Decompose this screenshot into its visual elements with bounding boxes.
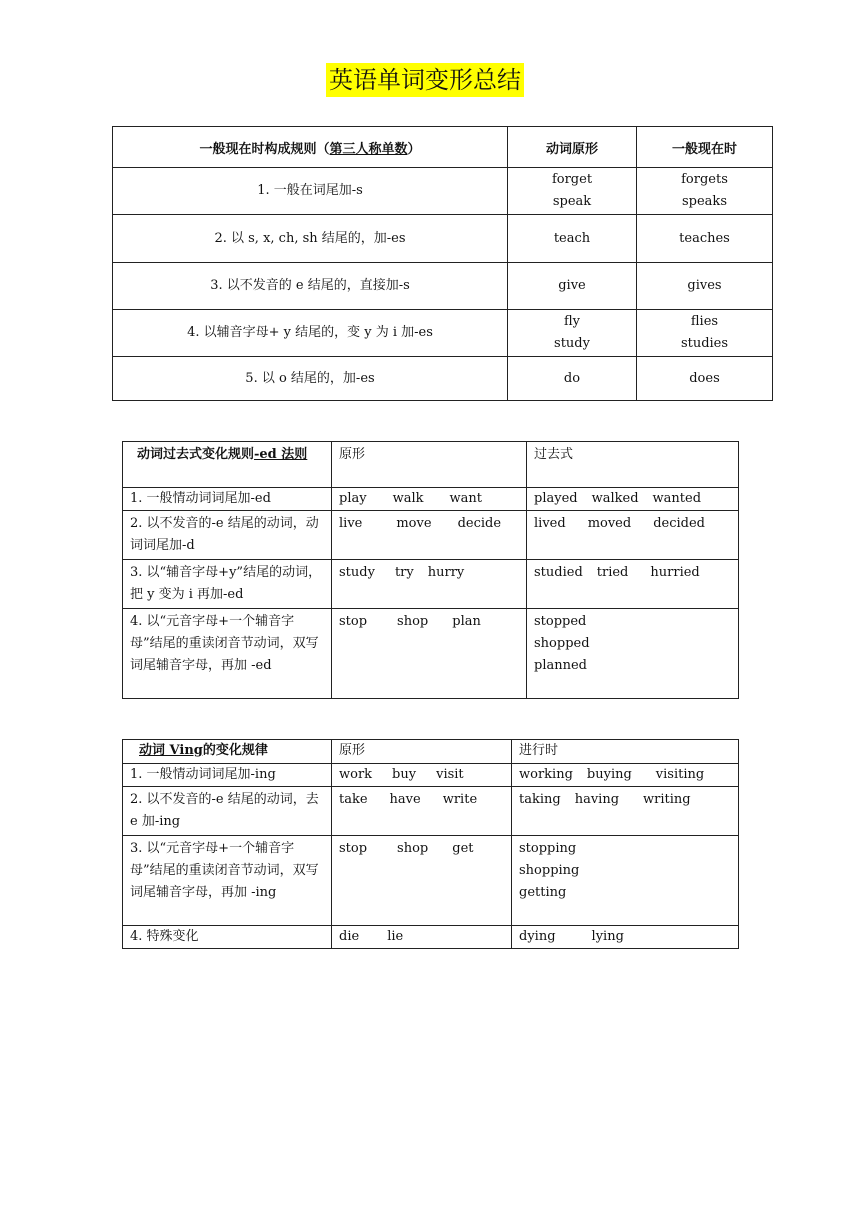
form-word: having [574, 792, 620, 807]
form-word: visiting [655, 767, 705, 782]
form-word: shopped [534, 636, 590, 651]
base-cell [332, 926, 512, 949]
base-word: forget [551, 172, 593, 187]
form-cell [637, 310, 773, 357]
form-word: writing [643, 792, 691, 807]
header-rule [113, 127, 508, 168]
rule-cell: 4. 特殊变化 [123, 926, 332, 949]
form-word: speaks [682, 194, 727, 209]
base-word: shop [397, 614, 429, 629]
base-word: play [339, 491, 367, 506]
table-header-row [123, 442, 739, 488]
form-word: forgets [681, 172, 728, 187]
form-word: lying [591, 929, 624, 944]
form-word: taking [519, 792, 561, 807]
table-row [123, 926, 739, 949]
rule-cell: 1. 一般情动词词尾加-ed [123, 488, 332, 511]
form-cell: teaches [637, 215, 773, 263]
form-cell [512, 836, 739, 926]
table-row [123, 560, 739, 609]
header-rule-text: 动词过去式变化规则 [137, 447, 255, 462]
base-cell [508, 168, 637, 215]
header-rule-underlined: -ed 法则 [254, 447, 308, 462]
base-word: get [452, 841, 474, 856]
form-word: working [519, 767, 573, 782]
table-row [123, 836, 739, 926]
rule-cell: 4. 以辅音字母+ y 结尾的，变 y 为 i 加-es [113, 310, 508, 357]
form-cell [512, 787, 739, 836]
base-word: die [339, 929, 360, 944]
form-cell: does [637, 357, 773, 401]
form-word: studied [534, 565, 583, 580]
form-word: shopping [519, 863, 580, 878]
form-word: dying [519, 929, 556, 944]
table-row [113, 310, 773, 357]
base-word: walk [392, 491, 424, 506]
base-word: fly [563, 314, 580, 329]
base-word: have [389, 792, 421, 807]
base-word: want [449, 491, 482, 506]
header-rule-close: ） [407, 141, 421, 157]
form-word: played [534, 491, 578, 506]
base-cell [332, 787, 512, 836]
form-word: planned [534, 658, 587, 673]
form-word: decided [653, 516, 705, 531]
rule-cell: 5. 以 o 结尾的，加-es [113, 357, 508, 401]
base-word: try [394, 565, 414, 580]
base-cell: give [508, 263, 637, 310]
base-word: speak [552, 194, 592, 209]
rule-cell: 2. 以 s, x, ch, sh 结尾的，加-es [113, 215, 508, 263]
rule-cell: 4. 以“元音字母+一个辅音字母”结尾的重读闭音节动词，双写词尾辅音字母，再加 -ed [123, 609, 332, 699]
form-word: lived [534, 516, 566, 531]
table-header-row [113, 127, 773, 168]
present-tense-table [112, 126, 773, 401]
base-cell: teach [508, 215, 637, 263]
base-word: move [396, 516, 432, 531]
form-word: moved [587, 516, 632, 531]
rule-cell: 2. 以不发音的-e 结尾的动词，去 e 加-ing [123, 787, 332, 836]
base-cell [332, 488, 527, 511]
header-form: 进行时 [512, 740, 739, 764]
page-title: 英语单词变形总结 [326, 63, 524, 97]
base-cell: do [508, 357, 637, 401]
table-row [113, 215, 773, 263]
form-word: wanted [652, 491, 702, 506]
base-word: plan [452, 614, 481, 629]
header-form: 一般现在时 [637, 127, 773, 168]
rule-cell: 3. 以“辅音字母+y”结尾的动词，把 y 变为 i 再加-ed [123, 560, 332, 609]
form-word: flies [690, 314, 719, 329]
table-row [123, 511, 739, 560]
base-word: hurry [427, 565, 465, 580]
form-cell [527, 511, 739, 560]
header-base: 原形 [332, 442, 527, 488]
base-cell [332, 609, 527, 699]
form-word: walked [591, 491, 639, 506]
rule-cell: 1. 一般在词尾加-s [113, 168, 508, 215]
table-row [123, 764, 739, 787]
base-word: write [442, 792, 478, 807]
form-word: tried [596, 565, 629, 580]
header-rule-text: 一般现在时构成规则（ [199, 141, 330, 157]
table-row [123, 609, 739, 699]
base-word: stop [339, 614, 368, 629]
base-cell [332, 560, 527, 609]
base-word: lie [387, 929, 404, 944]
rule-cell: 2. 以不发音的-e 结尾的动词，动词词尾加-d [123, 511, 332, 560]
base-word: live [339, 516, 363, 531]
header-rule [123, 740, 332, 764]
base-cell [332, 511, 527, 560]
form-cell [527, 560, 739, 609]
table-row [113, 357, 773, 401]
base-word: work [339, 767, 373, 782]
form-word: getting [519, 885, 567, 900]
rule-cell: 3. 以不发音的 e 结尾的，直接加-s [113, 263, 508, 310]
header-rule [123, 442, 332, 488]
form-word: stopped [534, 614, 587, 629]
base-cell [508, 310, 637, 357]
form-word: studies [680, 336, 729, 351]
form-cell [512, 926, 739, 949]
base-word: buy [392, 767, 417, 782]
form-cell [527, 488, 739, 511]
table-header-row [123, 740, 739, 764]
base-word: take [339, 792, 368, 807]
base-word: stop [339, 841, 368, 856]
table-row [113, 263, 773, 310]
header-rule-text: 的变化规律 [202, 743, 268, 758]
rule-cell: 3. 以“元音字母+一个辅音字母”结尾的重读闭音节动词，双写词尾辅音字母，再加 -ing [123, 836, 332, 926]
form-cell [637, 168, 773, 215]
base-word: shop [397, 841, 429, 856]
form-word: hurried [650, 565, 700, 580]
base-word: study [339, 565, 375, 580]
form-word: buying [586, 767, 632, 782]
header-base: 原形 [332, 740, 512, 764]
header-rule-underlined: 第三人称单数 [329, 141, 408, 157]
header-form: 过去式 [527, 442, 739, 488]
header-base: 动词原形 [508, 127, 637, 168]
form-cell [527, 609, 739, 699]
base-word: visit [436, 767, 464, 782]
ving-table [122, 739, 739, 949]
base-word: study [554, 336, 590, 351]
table-row [123, 787, 739, 836]
base-word: decide [457, 516, 502, 531]
past-tense-table [122, 441, 739, 699]
base-cell [332, 764, 512, 787]
form-word: stopping [519, 841, 577, 856]
form-cell: gives [637, 263, 773, 310]
table-row [113, 168, 773, 215]
header-rule-underlined: 动词 Ving [139, 743, 203, 758]
rule-cell: 1. 一般情动词词尾加-ing [123, 764, 332, 787]
table-row [123, 488, 739, 511]
base-cell [332, 836, 512, 926]
form-cell [512, 764, 739, 787]
